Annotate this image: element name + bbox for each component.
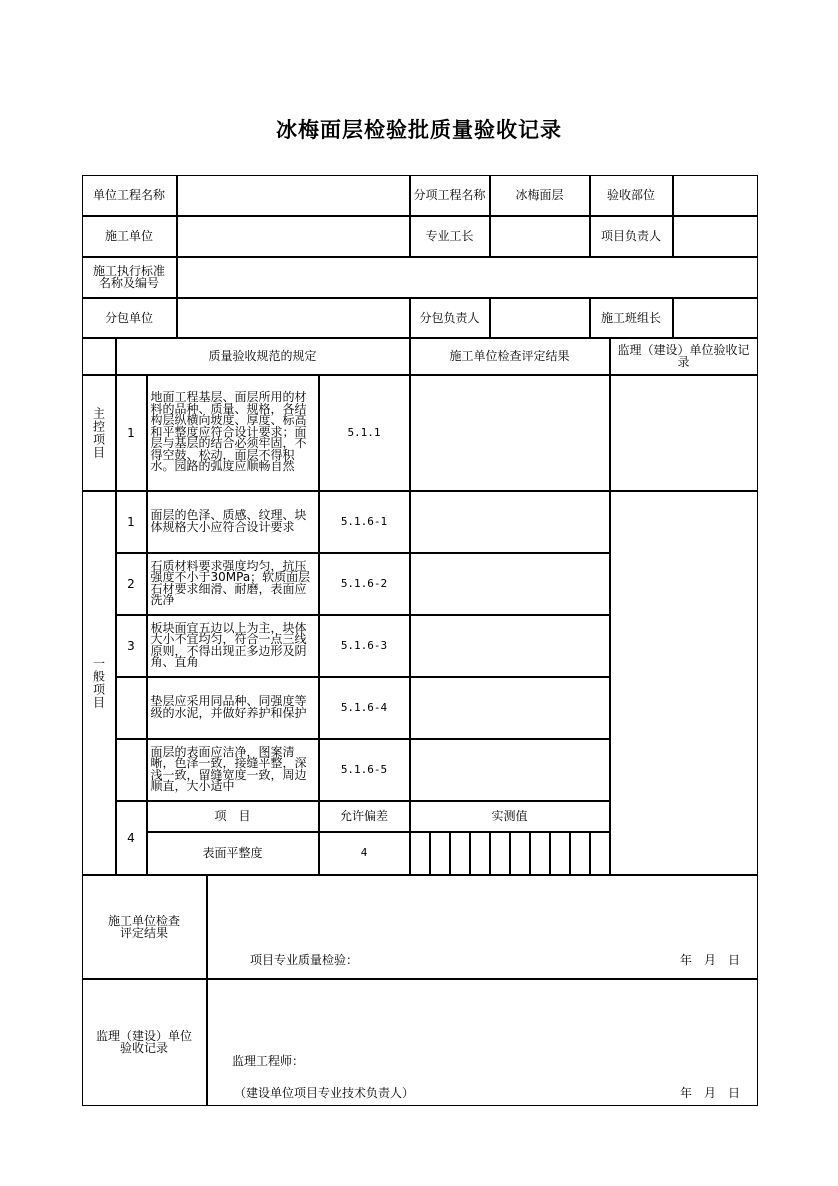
measured-value-cell[interactable] xyxy=(510,832,530,875)
item-code: 5.1.6-2 xyxy=(319,553,410,615)
general-label: 一般项目 xyxy=(91,656,106,709)
measured-value-cell[interactable] xyxy=(590,832,610,875)
measured-value-cell[interactable] xyxy=(410,832,430,875)
item-spec: 面层的表面应洁净，图案清晰，色泽一致，接缝平整，深浅一致，留缝宽度一致，周边顺直，大小适中 xyxy=(147,739,319,801)
standard-field[interactable] xyxy=(177,257,758,298)
item-spec: 石质材料要求强度均匀，抗压强度不小于30MPa；软质面层石材要求细滑、耐磨，表面应洗净 xyxy=(147,553,319,615)
team-lead-field[interactable] xyxy=(673,298,758,338)
measured-value-cell[interactable] xyxy=(550,832,570,875)
measured-value-cell[interactable] xyxy=(530,832,550,875)
item-code: 5.1.6-3 xyxy=(319,615,410,677)
item-code: 5.1.6-1 xyxy=(319,491,410,553)
item-no: 1 xyxy=(116,491,147,553)
subcontractor-field[interactable] xyxy=(177,298,410,338)
contractor-result-field[interactable] xyxy=(410,677,610,739)
item-spec: 地面工程基层、面层所用的材料的品种、质量、规格，各结构层纵横向坡度、厚度、标高和平整度应符合设计要求；面层与基层的结合必须牢固，不得空鼓、松动，面层不得积水。园路的弧度应顺畅自然 xyxy=(147,375,319,491)
contractor-check-label: 施工单位检查评定结果 xyxy=(82,875,207,979)
date-label: 年 月 日 xyxy=(680,953,741,967)
contractor-field[interactable] xyxy=(177,216,410,257)
measured-value-cell[interactable] xyxy=(470,832,490,875)
tolerance-item: 表面平整度 xyxy=(147,832,319,875)
supervisor-record-field[interactable] xyxy=(610,491,758,875)
sub-project-label: 分项工程名称 xyxy=(410,175,490,216)
spec-header: 质量验收规范的规定 xyxy=(116,338,410,375)
tolerance-value: 4 xyxy=(319,832,410,875)
item-spec: 板块面宜五边以上为主，块体大小不宜均匀，符合一点三线原则，不得出现正多边形及阴角、直角 xyxy=(147,615,319,677)
inspector-label: 项目专业质量检验： xyxy=(250,953,359,967)
item-code: 5.1.1 xyxy=(319,375,410,491)
accept-part-label: 验收部位 xyxy=(590,175,673,216)
measured-value-cell[interactable] xyxy=(570,832,590,875)
tolerance-header: 允许偏差 xyxy=(319,801,410,832)
pm-label: 项目负责人 xyxy=(590,216,673,257)
date-label: 年 月 日 xyxy=(680,1086,741,1100)
measured-header: 实测值 xyxy=(410,801,610,832)
supervisor-label: 监理（建设）单位验收记录 xyxy=(82,979,207,1106)
item-no: 3 xyxy=(116,615,147,677)
tolerance-item-header: 项 目 xyxy=(147,801,319,832)
contractor-result-header: 施工单位检查评定结果 xyxy=(410,338,610,375)
item-no: 4 xyxy=(116,801,147,875)
page-title: 冰梅面层检验批质量验收记录 xyxy=(276,118,562,142)
item-no xyxy=(116,677,147,739)
main-control-label: 主控项目 xyxy=(91,406,106,459)
unit-project-field[interactable] xyxy=(177,175,410,216)
sub-project-field[interactable]: 冰梅面层 xyxy=(490,175,590,216)
contractor-label: 施工单位 xyxy=(82,216,177,257)
item-no: 2 xyxy=(116,553,147,615)
team-lead-label: 施工班组长 xyxy=(590,298,673,338)
item-code: 5.1.6-4 xyxy=(319,677,410,739)
supervisor-record-header: 监理（建设）单位验收记录 xyxy=(610,338,758,375)
blank-corner xyxy=(82,338,116,375)
item-spec: 面层的色泽、质感、纹理、块体规格大小应符合设计要求 xyxy=(147,491,319,553)
contractor-result-field[interactable] xyxy=(410,553,610,615)
contractor-result-field[interactable] xyxy=(410,739,610,801)
measured-value-cell[interactable] xyxy=(430,832,450,875)
item-no: 1 xyxy=(116,375,147,491)
item-code: 5.1.6-5 xyxy=(319,739,410,801)
foreman-field[interactable] xyxy=(490,216,590,257)
measured-value-cell[interactable] xyxy=(490,832,510,875)
standard-label: 施工执行标准名称及编号 xyxy=(82,257,177,298)
owner-rep-label: （建设单位项目专业技术负责人） xyxy=(234,1086,415,1100)
unit-project-label: 单位工程名称 xyxy=(82,175,177,216)
foreman-label: 专业工长 xyxy=(410,216,490,257)
subcontractor-label: 分包单位 xyxy=(82,298,177,338)
measured-value-cell[interactable] xyxy=(450,832,470,875)
contractor-result-field[interactable] xyxy=(410,615,610,677)
supervisor-record-field[interactable] xyxy=(610,375,758,491)
contractor-result-field[interactable] xyxy=(410,491,610,553)
sub-lead-label: 分包负责人 xyxy=(410,298,490,338)
engineer-label: 监理工程师： xyxy=(232,1054,305,1068)
accept-part-field[interactable] xyxy=(673,175,758,216)
item-spec: 垫层应采用同品种、同强度等级的水泥，并做好养护和保护 xyxy=(147,677,319,739)
pm-field[interactable] xyxy=(673,216,758,257)
item-no xyxy=(116,739,147,801)
contractor-result-field[interactable] xyxy=(410,375,610,491)
sub-lead-field[interactable] xyxy=(490,298,590,338)
